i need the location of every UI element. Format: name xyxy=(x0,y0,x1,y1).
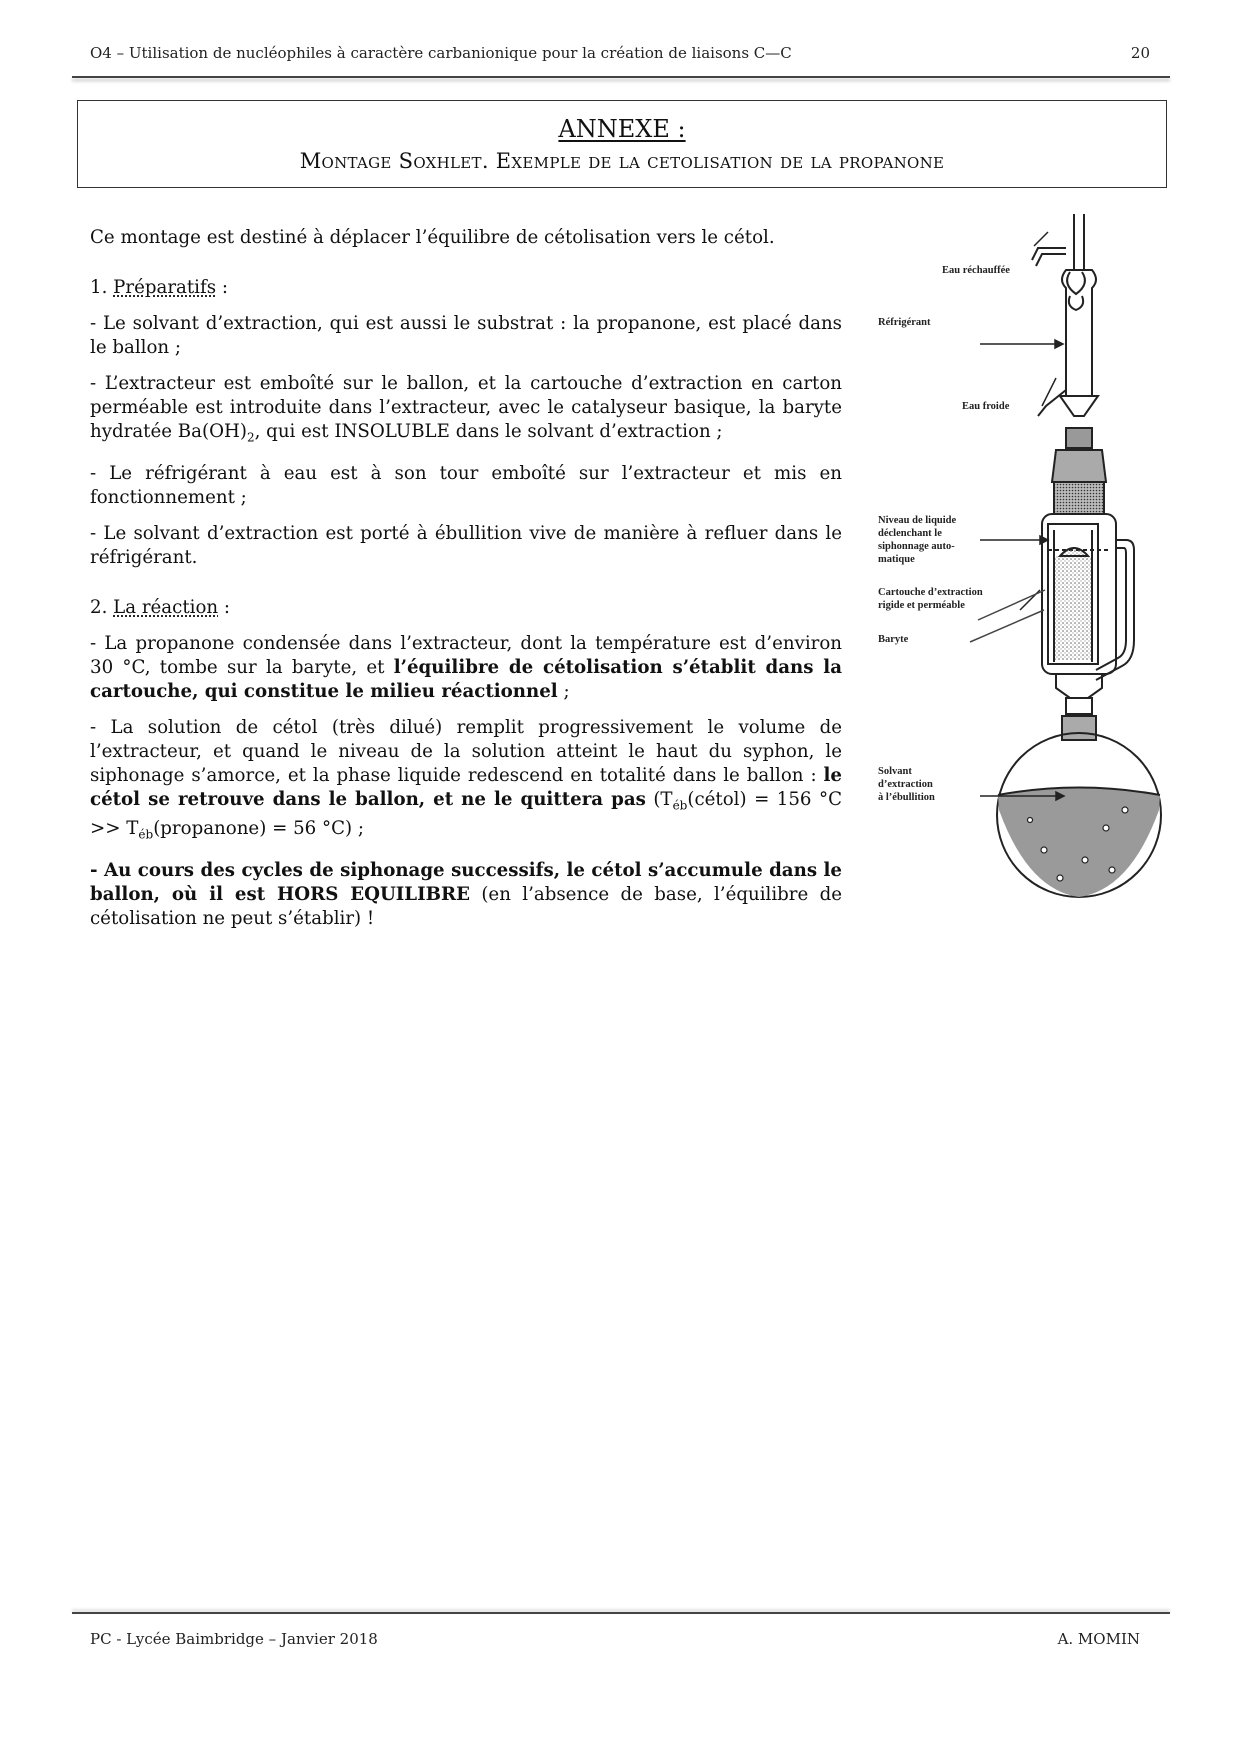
section-number: 1. xyxy=(90,277,114,298)
section-heading-1 xyxy=(90,276,842,300)
page-number: 20 xyxy=(1130,44,1150,62)
header-divider xyxy=(72,76,1170,78)
section-title: Préparatifs xyxy=(113,277,217,298)
label-refrigerant: Réfrigérant xyxy=(878,317,931,328)
label-cartouche xyxy=(878,586,983,612)
section-title: La réaction xyxy=(113,596,219,618)
soxhlet-figure xyxy=(870,210,1170,930)
label-niveau-liquide xyxy=(878,514,956,566)
text-run: , qui est INSOLUBLE dans le solvant d’extraction ; xyxy=(254,421,723,442)
label-line: d’extraction xyxy=(878,779,933,790)
subscript: éb xyxy=(672,798,688,813)
bold-run: l’équilibre de cétolisation s’établit dans la cartouche, qui constitue le milieu réactionnel xyxy=(90,656,843,702)
label-line: à l’ébullition xyxy=(878,792,935,803)
label-line: Cartouche d’extraction xyxy=(878,587,983,598)
label-line: déclenchant le xyxy=(878,528,942,539)
paragraph-solvant: - Le solvant d’extraction, qui est aussi le substrat : la propanone, est placé dans le ballon ; xyxy=(90,313,842,358)
title-box xyxy=(77,100,1167,188)
footer-left: PC - Lycée Baimbridge – Janvier 2018 xyxy=(90,1630,378,1648)
text-run: - La solution de cétol (très dilué) remplit progressivement le volume de l’extracteur, et quand le niveau de la solution atteint le haut du syphon, le siphonage s’amorce, et la phase liquide redescend en totalité dans le ballon : xyxy=(90,716,842,786)
annex-title: ANNEXE : xyxy=(558,115,686,143)
text-run: ; xyxy=(557,680,570,702)
paragraph-ebullition: - Le solvant d’extraction est porté à ébullition vive de manière à refluer dans le réfrigérant. xyxy=(90,522,842,568)
paragraph-cetol xyxy=(90,716,842,847)
text-run: (T xyxy=(645,788,673,810)
label-baryte: Baryte xyxy=(878,634,909,645)
label-eau-froide: Eau froide xyxy=(962,401,1010,412)
page-header xyxy=(90,44,1150,62)
bold-run: - Au cours des cycles de siphonage successifs, le cétol s’accumule dans le ballon, où il est HORS EQUILIBRE xyxy=(90,859,842,905)
subscript: 2 xyxy=(246,430,255,445)
footer-divider xyxy=(72,1612,1170,1614)
intro-paragraph: Ce montage est destiné à déplacer l’équilibre de cétolisation vers le cétol. xyxy=(90,227,775,248)
text-run: (en l’absence de base, l’équilibre de cétolisation ne peut s’établir) ! xyxy=(90,883,843,929)
text-run: - La propanone condensée dans l’extracteur, dont la température est d’environ 30 °C, tombe sur la baryte, et xyxy=(90,632,842,678)
page-footer xyxy=(90,1630,1140,1648)
main-content xyxy=(90,226,842,943)
header-title: O4 – Utilisation de nucléophiles à caractère carbanionique pour la création de liaisons C—C xyxy=(90,44,792,62)
text-run: - L’extracteur est emboîté sur le ballon, et la cartouche d’extraction en carton perméable est introduite dans l’extracteur, avec le catalyseur basique, la baryte hydratée Ba(OH) xyxy=(90,373,842,442)
label-line: siphonnage auto- xyxy=(878,541,955,552)
bold-run: le cétol se retrouve dans le ballon, et ne le quittera pas xyxy=(90,764,842,810)
label-line: matique xyxy=(878,554,915,565)
paragraph-cycles xyxy=(90,859,842,931)
section-colon: : xyxy=(218,596,231,618)
label-eau-rechauffee: Eau réchauffée xyxy=(942,265,1010,276)
subscript: éb xyxy=(138,827,154,842)
section-colon: : xyxy=(216,277,228,298)
label-line: rigide et perméable xyxy=(878,600,965,611)
text-run: (propanone) = 56 °C) ; xyxy=(153,818,365,840)
footer-author: A. MOMIN xyxy=(1057,1630,1140,1648)
text-run: (cétol) = 156 °C >> T xyxy=(90,788,842,840)
label-line: Solvant xyxy=(878,766,912,777)
paragraph-propanone xyxy=(90,632,842,704)
paragraph-extracteur xyxy=(90,372,842,450)
paragraph-refrigerant: - Le réfrigérant à eau est à son tour emboîté sur l’extracteur et mis en fonctionnement ; xyxy=(90,462,842,508)
annex-subtitle: Montage Soxhlet. Exemple de la cetolisation de la propanone xyxy=(299,149,945,173)
section-heading-2 xyxy=(90,596,842,620)
label-line: Niveau de liquide xyxy=(878,515,957,526)
section-number: 2. xyxy=(90,596,114,618)
label-solvant xyxy=(878,765,935,804)
